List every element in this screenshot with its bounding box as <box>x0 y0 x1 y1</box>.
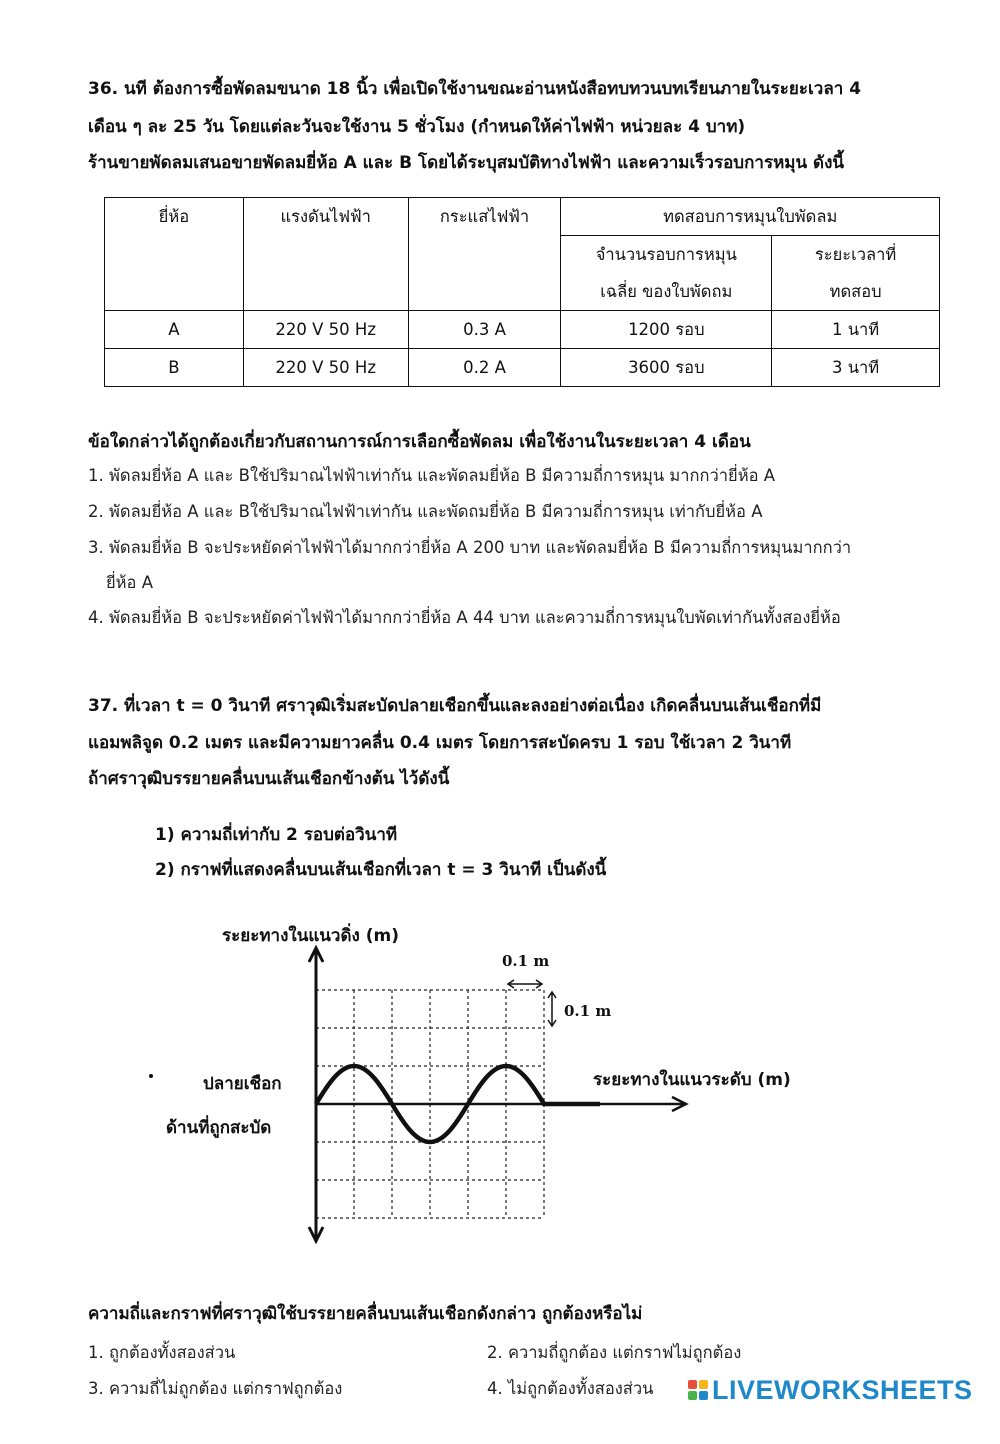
logo-text: LIVEWORKSHEETS <box>712 1374 973 1405</box>
row-b-voltage: 220 V 50 Hz <box>243 349 408 387</box>
row-b-rounds: 3600 รอบ <box>561 349 772 387</box>
q37-line-3: ถ้าศราวุฒิบรรยายคลื่นบนเส้นเชือกข้างต้น ไว้ดังนี้ <box>88 769 450 789</box>
header-current: กระแสไฟฟ้า <box>408 198 561 311</box>
q36-option-2[interactable]: 2. พัดลมยี่ห้อ A และ Bใช้ปริมาณไฟฟ้าเท่ากัน และพัดถมยี่ห้อ B มีความถี่การหมุน เท่ากับยี่ห้อ A <box>88 502 763 521</box>
x-axis-label: ระยะทางในแนวระดับ (m) <box>593 1070 791 1090</box>
rope-end-label-2: ด้านที่ถูกสะบัด <box>166 1118 272 1138</box>
header-rounds <box>561 236 772 311</box>
q37-option-4[interactable]: 4. ไม่ถูกต้องทั้งสองส่วน <box>487 1379 654 1398</box>
rope-end-label-1: ปลายเชือก <box>203 1074 282 1094</box>
row-a-time: 1 นาที <box>772 311 940 349</box>
wave-graph <box>0 900 1000 1260</box>
q36-option-3[interactable]: 3. พัดลมยี่ห้อ B จะประหยัดค่าไฟฟ้าได้มากกว่ายี่ห้อ A 200 บาท และพัดลมยี่ห้อ B มีความถี่การหมุนมากกว่า <box>88 538 852 557</box>
q37-statement-1: 1) ความถี่เท่ากับ 2 รอบต่อวินาที <box>155 825 398 845</box>
liveworksheets-logo[interactable] <box>688 1370 973 1410</box>
row-b-brand: B <box>105 349 244 387</box>
stray-dot <box>149 1074 153 1078</box>
q36-option-3-cont: ยี่ห้อ A <box>106 573 153 592</box>
q37-statement-2: 2) กราฟที่แสดงคลื่นบนเส้นเชือกที่เวลา t = 3 วินาที เป็นดังนี้ <box>155 860 607 880</box>
row-a-voltage: 220 V 50 Hz <box>243 311 408 349</box>
q37-line-2: แอมพลิจูด 0.2 เมตร และมีความยาวคลื่น 0.4 เมตร โดยการสะบัดครบ 1 รอบ ใช้เวลา 2 วินาที <box>88 733 792 753</box>
row-a-rounds: 1200 รอบ <box>561 311 772 349</box>
scale-x-label: 0.1 m <box>502 952 550 970</box>
q37-option-1[interactable]: 1. ถูกต้องทั้งสองส่วน <box>88 1343 236 1362</box>
header-test-time <box>772 236 940 311</box>
table-row <box>105 349 940 387</box>
q36-option-1[interactable]: 1. พัดลมยี่ห้อ A และ Bใช้ปริมาณไฟฟ้าเท่ากัน และพัดลมยี่ห้อ B มีความถี่การหมุน มากกว่ายี่ห้อ A <box>88 466 776 485</box>
table-row <box>105 311 940 349</box>
header-rounds-line-1: จำนวนรอบการหมุน <box>595 245 737 264</box>
header-rounds-line-2: เฉลี่ย ของใบพัดถม <box>600 282 733 301</box>
q36-line-1: 36. นที ต้องการซื้อพัดลมขนาด 18 นิ้ว เพื่อเปิดใช้งานขณะอ่านหนังสือทบทวนบทเรียนภายในระยะเวลา 4 <box>88 79 862 99</box>
row-a-brand: A <box>105 311 244 349</box>
scale-y-label: 0.1 m <box>564 1002 612 1020</box>
row-b-time: 3 นาที <box>772 349 940 387</box>
y-axis-label: ระยะทางในแนวดิ่ง (m) <box>222 926 399 946</box>
header-voltage: แรงดันไฟฟ้า <box>243 198 408 311</box>
q36-line-2: เดือน ๆ ละ 25 วัน โดยแต่ละวันจะใช้งาน 5 ชั่วโมง (กำหนดให้ค่าไฟฟ้า หน่วยละ 4 บาท) <box>88 117 746 137</box>
fan-spec-table <box>104 197 940 387</box>
q36-line-3: ร้านขายพัดลมเสนอขายพัดลมยี่ห้อ A และ B โดยได้ระบุสมบัติทางไฟฟ้า และความเร็วรอบการหมุน ดังนี้ <box>88 153 844 173</box>
header-rotation-test: ทดสอบการหมุนใบพัดลม <box>561 198 940 236</box>
row-b-current: 0.2 A <box>408 349 561 387</box>
logo-mark-icon <box>688 1380 708 1400</box>
q37-line-1: 37. ที่เวลา t = 0 วินาที ศราวุฒิเริ่มสะบัดปลายเชือกขึ้นและลงอย่างต่อเนื่อง เกิดคลื่นบนเส้นเชือกที่มี <box>88 696 822 716</box>
row-a-current: 0.3 A <box>408 311 561 349</box>
q36-option-4[interactable]: 4. พัดลมยี่ห้อ B จะประหยัดค่าไฟฟ้าได้มากกว่ายี่ห้อ A 44 บาท และความถี่การหมุนใบพัดเท่ากันทั้งสองยี่ห้อ <box>88 608 841 627</box>
header-time-line-2: ทดสอบ <box>829 282 882 301</box>
q37-question: ความถี่และกราฟที่ศราวุฒิใช้บรรยายคลื่นบนเส้นเชือกดังกล่าว ถูกต้องหรือไม่ <box>88 1304 643 1324</box>
q36-question: ข้อใดกล่าวได้ถูกต้องเกี่ยวกับสถานการณ์การเลือกซื้อพัดลม เพื่อใช้งานในระยะเวลา 4 เดือน <box>88 432 751 452</box>
q37-option-2[interactable]: 2. ความถี่ถูกต้อง แต่กราฟไม่ถูกต้อง <box>487 1343 742 1362</box>
header-time-line-1: ระยะเวลาที่ <box>814 245 897 264</box>
header-brand: ยี่ห้อ <box>105 198 244 311</box>
q37-option-3[interactable]: 3. ความถี่ไม่ถูกต้อง แต่กราฟถูกต้อง <box>88 1379 343 1398</box>
